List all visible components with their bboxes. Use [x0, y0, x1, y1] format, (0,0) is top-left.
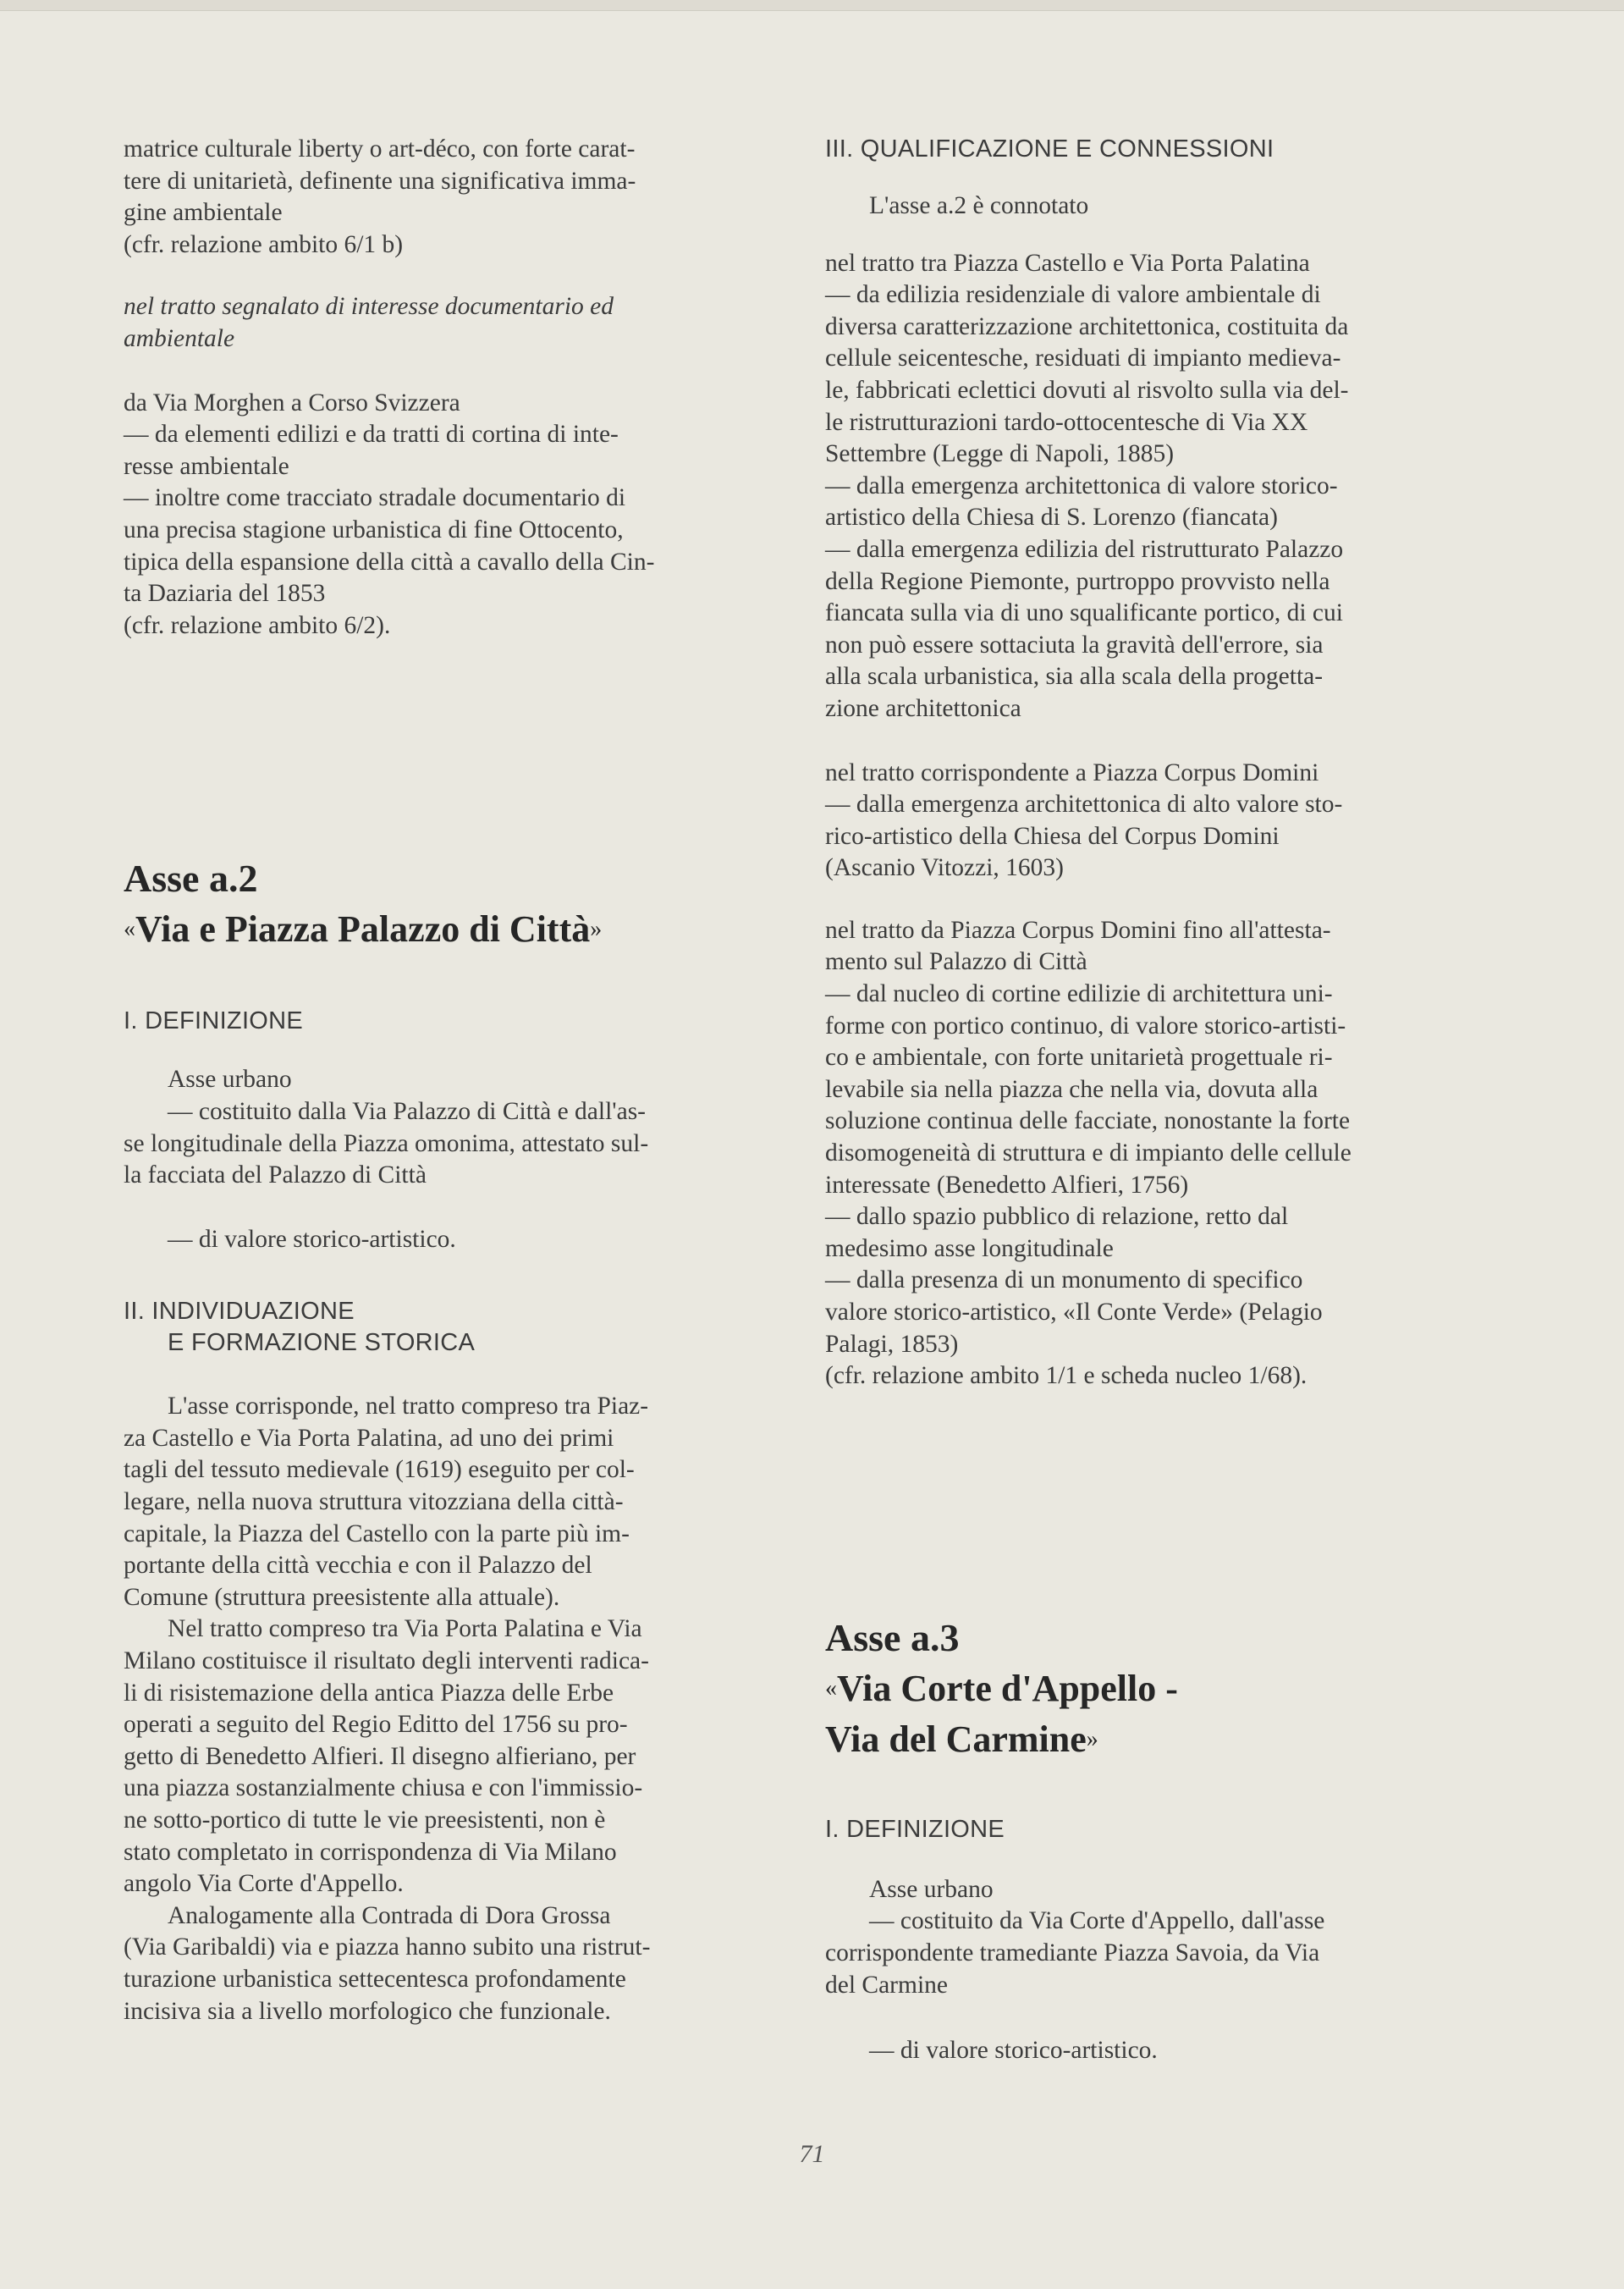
text-line: interessate (Benedetto Alfieri, 1756): [825, 1171, 1189, 1199]
text-line: getto di Benedetto Alfieri. Il disegno alfieriano, per: [124, 1742, 636, 1770]
text-line: corrispondente tramediante Piazza Savoia, da Via: [825, 1939, 1320, 1966]
text-line: resse ambientale: [124, 452, 289, 480]
text-line: — dallo spazio pubblico di relazione, retto dal: [825, 1203, 1289, 1231]
text-line: angolo Via Corte d'Appello.: [124, 1870, 404, 1898]
section-asse-a3-header: [825, 1613, 1468, 1765]
right-column: [825, 134, 1468, 2103]
text-line: capitale, la Piazza del Castello con la parte più im-: [124, 1520, 630, 1547]
text-line: (Via Garibaldi) via e piazza hanno subito una ristrut-: [124, 1933, 651, 1961]
text-line: tipica della espansione della città a cavallo della Cin-: [124, 548, 655, 576]
text-line: — costituito dalla Via Palazzo di Città e dall'as-: [168, 1097, 646, 1125]
text-line: cellule seicentesche, residuati di impianto medieva-: [825, 345, 1341, 372]
section-title-line: Via Corte d'Appello -: [837, 1667, 1178, 1709]
heading-line: II. INDIVIDUAZIONE: [124, 1298, 355, 1326]
text-line: nel tratto tra Piazza Castello e Via Porta Palatina: [825, 249, 1310, 277]
text-line: una precisa stagione urbanistica di fine Ottocento,: [124, 516, 624, 543]
text-line: — da elementi edilizi e da tratti di cortina di inte-: [124, 421, 619, 449]
heading-line: E FORMAZIONE STORICA: [168, 1329, 476, 1357]
text-line: soluzione continua delle facciate, nonostante la forte: [825, 1107, 1351, 1135]
definition-text: [825, 1874, 1468, 2001]
section-title: [124, 904, 750, 955]
text-line: diversa caratterizzazione architettonica, costituita da: [825, 312, 1349, 340]
text-line: la facciata del Palazzo di Città: [124, 1161, 427, 1189]
paragraph-italic-text: [124, 291, 750, 355]
text-line: nel tratto corrispondente a Piazza Corpus Domini: [825, 758, 1319, 786]
paragraph-morghen: [124, 388, 750, 643]
text-line: L'asse corrisponde, nel tratto compreso tra Piaz-: [168, 1393, 649, 1420]
open-quote: «: [825, 1674, 837, 1702]
text-line: Palagi, 1853): [825, 1330, 959, 1358]
text-line: una piazza sostanzialmente chiusa e con l'immissio-: [124, 1774, 643, 1802]
definition-valore: [825, 2035, 1468, 2067]
section-number: Asse a.3: [825, 1615, 960, 1659]
text-line: operati a seguito del Regio Editto del 1756 su pro-: [124, 1711, 628, 1739]
definition-block: [124, 1064, 750, 1191]
text-line: levabile sia nella piazza che nella via, dovuta alla: [825, 1075, 1318, 1103]
definition-valore-text: — di valore storico-artistico.: [869, 2037, 1158, 2065]
text-line: (cfr. relazione ambito 1/1 e scheda nucleo 1/68).: [825, 1362, 1307, 1390]
text-line: tagli del tessuto medievale (1619) eseguito per col-: [124, 1456, 635, 1484]
paragraph-italic-tratto: [124, 291, 750, 355]
section-title-text: Via e Piazza Palazzo di Città: [135, 908, 591, 951]
page-top-edge: [0, 0, 1624, 11]
section-number: Asse a.2: [124, 857, 258, 901]
text-line: gine ambientale: [124, 199, 283, 227]
paragraph-castello-text: [825, 248, 1468, 725]
text-line: legare, nella nuova struttura vitozziana della città-: [124, 1488, 624, 1516]
text-line: ta Daziaria del 1853: [124, 580, 326, 608]
text-line: rico-artistico della Chiesa del Corpus Domini: [825, 822, 1280, 850]
text-line: turazione urbanistica settecentesca profondamente: [124, 1965, 626, 1993]
text-line: zione architettonica: [825, 694, 1021, 722]
text-line: fiancata sulla via di uno squalificante portico, di cui: [825, 599, 1343, 627]
history-text: [124, 1391, 750, 2027]
text-line: matrice culturale liberty o art-déco, con forte carat-: [124, 135, 636, 163]
text-line: stato completato in corrispondenza di Via Milano: [124, 1838, 617, 1866]
text-line: li di risistemazione della antica Piazza delle Erbe: [124, 1679, 614, 1707]
close-quote: »: [1086, 1725, 1098, 1752]
text-line: tere di unitarietà, definente una significativa imma-: [124, 167, 636, 195]
text-line: Analogamente alla Contrada di Dora Grossa: [168, 1901, 611, 1929]
qualificazione-intro-text: L'asse a.2 è connotato: [869, 192, 1089, 219]
heading-definizione: I. DEFINIZIONE: [825, 1815, 1005, 1843]
text-line: — inoltre come tracciato stradale documentario di: [124, 484, 626, 512]
definition-valore: [124, 1224, 750, 1256]
text-line: (cfr. relazione ambito 6/2).: [124, 611, 391, 639]
text-line: se longitudinale della Piazza omonima, attestato sul-: [124, 1129, 649, 1157]
text-line: incisiva sia a livello morfologico che funzionale.: [124, 1997, 611, 2025]
open-quote: «: [124, 916, 135, 943]
text-line: della Regione Piemonte, purtroppo provvisto nella: [825, 567, 1330, 595]
text-line: forme con portico continuo, di valore storico-artisti-: [825, 1012, 1346, 1040]
text-line: mento sul Palazzo di Città: [825, 948, 1087, 976]
text-line: nel tratto segnalato di interesse documentario ed: [124, 293, 614, 321]
text-line: del Carmine: [825, 1971, 948, 1999]
definition-text: [124, 1064, 750, 1191]
page-number: 71: [799, 2140, 825, 2168]
heading-definizione: I. DEFINIZIONE: [124, 1007, 304, 1035]
text-line: — dalla emergenza architettonica di valore storico-: [825, 472, 1338, 499]
paragraph-corpus-domini: [825, 758, 1468, 885]
text-line: — dal nucleo di cortine edilizie di architettura uni-: [825, 980, 1333, 1008]
text-line: artistico della Chiesa di S. Lorenzo (fiancata): [825, 504, 1278, 532]
text-line: Nel tratto compreso tra Via Porta Palatina e Via: [168, 1615, 642, 1643]
text-line: co e ambientale, con forte unitarietà progettuale ri-: [825, 1044, 1333, 1072]
section-title: [825, 1714, 1468, 1765]
text-line: le, fabbricati eclettici dovuti al risvolto sulla via del-: [825, 376, 1349, 404]
text-line: — dalla emergenza edilizia del ristrutturato Palazzo: [825, 535, 1344, 563]
text-line: Asse urbano: [869, 1875, 994, 1903]
text-line: Asse urbano: [168, 1066, 292, 1094]
text-line: Comune (struttura preesistente alla attuale).: [124, 1583, 560, 1611]
text-line: da Via Morghen a Corso Svizzera: [124, 389, 460, 416]
paragraph-liberty-text: [124, 134, 750, 261]
text-line: ambientale: [124, 324, 235, 352]
text-line: Settembre (Legge di Napoli, 1885): [825, 440, 1175, 468]
paragraph-corpus-text: [825, 758, 1468, 885]
text-line: ne sotto-portico di tutte le vie preesistenti, non è: [124, 1806, 606, 1834]
text-line: za Castello e Via Porta Palatina, ad uno dei primi: [124, 1424, 614, 1452]
paragraph-attestamento-text: [825, 915, 1468, 1393]
text-line: portante della città vecchia e con il Palazzo del: [124, 1552, 592, 1580]
text-line: disomogeneità di struttura e di impianto delle cellule: [825, 1139, 1351, 1167]
heading-qualificazione: III. QUALIFICAZIONE E CONNESSIONI: [825, 135, 1274, 163]
text-line: medesimo asse longitudinale: [825, 1234, 1114, 1262]
section-title-line: Via del Carmine: [825, 1718, 1087, 1760]
text-line: le ristrutturazioni tardo-ottocentesche di Via XX: [825, 408, 1308, 436]
qualificazione-intro: [825, 190, 1468, 223]
close-quote: »: [590, 916, 603, 943]
text-line: — da edilizia residenziale di valore ambientale di: [825, 281, 1321, 309]
paragraph-attestamento: [825, 915, 1468, 1393]
paragraph-liberty: [124, 134, 750, 261]
section-title: [825, 1663, 1468, 1714]
text-line: — dalla emergenza architettonica di alto valore sto-: [825, 791, 1343, 819]
text-line: (Ascanio Vitozzi, 1603): [825, 854, 1064, 882]
history-paragraph: [124, 1391, 750, 2027]
left-column: [124, 134, 750, 2063]
text-line: — costituito da Via Corte d'Appello, dall'asse: [869, 1907, 1325, 1935]
text-line: nel tratto da Piazza Corpus Domini fino all'attesta-: [825, 916, 1331, 944]
heading-individuazione: [124, 1296, 750, 1359]
text-line: valore storico-artistico, «Il Conte Verde» (Pelagio: [825, 1299, 1323, 1326]
paragraph-castello-palatina: [825, 248, 1468, 725]
text-line: — dalla presenza di un monumento di specifico: [825, 1266, 1303, 1294]
text-line: Milano costituisce il risultato degli interventi radica-: [124, 1647, 649, 1675]
text-line: (cfr. relazione ambito 6/1 b): [124, 230, 404, 258]
paragraph-morghen-text: [124, 388, 750, 643]
section-asse-a2-header: [124, 853, 750, 955]
definition-valore-text: — di valore storico-artistico.: [168, 1225, 456, 1253]
text-line: alla scala urbanistica, sia alla scala della progetta-: [825, 663, 1324, 691]
definition-block: [825, 1874, 1468, 2001]
text-line: non può essere sottaciuta la gravità dell'errore, sia: [825, 631, 1324, 659]
